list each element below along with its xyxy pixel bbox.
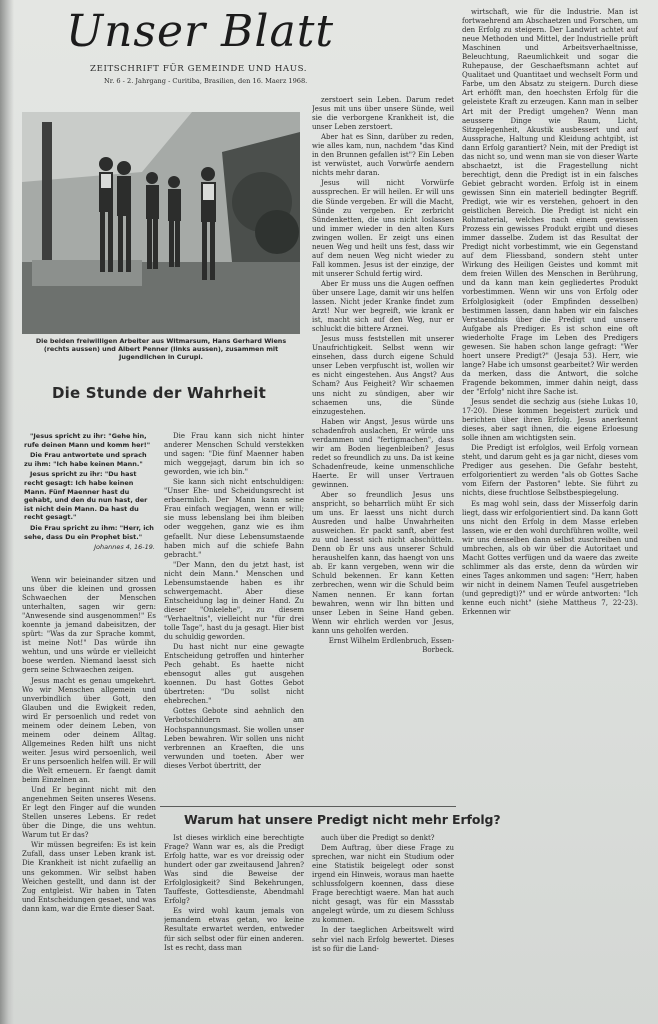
paragraph: Jesus will nicht Vorwürfe aussprechen. Er will heilen. Er will uns die Sünde vergeben. Er will die Macht, Sünde zu vergeben. Er zerbricht Sündenketten, die uns nicht loslassen und immer wieder in den alten Kurs zwingen wollen. Er zeigt uns einen neuen Weg und heilt uns fest, dass wir auf dem neuen Weg nicht wieder zu Fall kommen. Jesus ist der einzige, der mit unserer Schuld fertig wird.: [312, 179, 454, 278]
paragraph: Es wird wohl kaum jemals von jemandem etwas getan, wo keine Resultate erwartet werden, entweder für sich selbst oder für einen anderen. Ist es recht, dass man: [164, 907, 304, 952]
paragraph: Jesus muss feststellen mit unserer Unaufrichtigkeit. Selbst wenn wir einsehen, dass durch eigene Schuld unser Leben verpfuscht ist, wollen wir es nicht eingestehen. Aus Angst? Aus Scham? Aus Feigheit? Wir schaemen uns nicht zu sündigen, aber wir schaemen uns, die Sünde einzugestehen.: [312, 335, 454, 416]
photo-illustration: [22, 112, 300, 334]
paragraph: Die Predigt ist erfolglos, weil Erfolg vornean steht, und darum geht es ja gar nicht, dieses vom Prediger aus gesehen. Die Gefahr besteht, erfolgorientiert zu werden "als ob Gottes Sache vom Eifern der Pastoren" lebte. Sie führt zu nichts, diese fruchtlose Selbstbespiegelung.: [462, 444, 638, 498]
article2-headline: Warum hat unsere Predigt nicht mehr Erfolg?: [184, 812, 501, 827]
paragraph: Ist dieses wirklich eine berechtigte Frage? Wann war es, als die Predigt Erfolg hatte, war es vor dreissig oder hundert oder gar zweitausend Jahren? Was sind die Beweise der Erfolglosigkeit? Sind Bekehrungen, Tauffeste, Gottesdienste, Abendmahl Erfolg?: [164, 834, 304, 906]
paragraph: Dem Auftrag, über diese Frage zu sprechen, war nicht ein Studium oder eine Statistik beigelegt oder sonst irgend ein Hinweis, woraus man haette schlussfolgern koennen, dass diese Frage berechtigt waere. Man hat auch nicht gesagt, was für ein Massstab angelegt würde, um zu diesem Schluss zu kommen.: [312, 844, 454, 925]
paragraph: wirtschaft, wie für die Industrie. Man ist fortwaehrend am Abschaetzen und Forschen, um den Erfolg zu steigern. Der Landwirt achtet auf neue Methoden und Mittel, der Industrielle prüft Maschinen und Arbeitsverhaeltnisse, Beleuchtung, Raeumlichkeit und sogar die Ruhepause, der Geschaeftsmann achtet auf Qualitaet und Quantitaet und wechselt Form und Farbe, um den Absatz zu steigern. Durch diese Art erhöfft man, den hoechsten Erfolg für die geleistete Kraft zu erzeugen. Kann man in selber Art mit der Predigt umgehen? Wenn man aeussere Dinge wie Raum, Licht, Sitzgelegenheit, Akustik ausbessert und auf Aussprache, Haltung und Kleidung achtgibt, ist dann Erfolg garantiert? Nein, mit der Predigt ist das nicht so, und wenn man sie von dieser Warte abschaetzt, ist die Fragestellung nicht berechtigt, denn die Predigt ist in ein falsches Gebiet gebracht worden. Erfolg ist in einem gewissen Sinn ein materiell bedingter Begriff. Predigt, wie wir es verstehen, gehoert in den geistlichen Bereich. Die Predigt ist nicht ein Rohmaterial, welches nach einem gewissen Prozess ein gewisses Produkt ergibt und dieses immer dasselbe. Zudem ist das Resultat der Predigt nicht vorbestimmt, wie ein Gegenstand auf dem Fliessband, sondern steht unter Wirkung des Heiligen Geistes und kommt mit dem freien Willen des Menschen in Berührung, und da kann man kein gegliedertes Produkt vorbestimmen. Wenn wir uns von Erfolg oder Erfolglosigkeit (oder Empfinden desselben) bestimmen lassen, dann haben wir ein falsches Verstaendnis über die Predigt und unsere Aufgabe als Prediger. Es ist schon eine oft wiederholte Frage im Leben des Predigers gewesen. Sie haben schon lange gefragt: "Wer hoert unsere Predigt?" (Jesaja 53). Herr, wie lange? Habe ich umsonst gearbeitet? Wir werden da merken, dass die Antwort, die solche Fragende bekommen, immer dahin neigt, dass der "Erfolg" nicht ihre Sache ist.: [462, 8, 638, 396]
bible-quote: [24, 432, 155, 552]
article-column-2: [164, 432, 304, 800]
paragraph: Du hast nicht nur eine gewagte Entscheidung getroffen und hinterher Pech gehabt. Es haette nicht ebensogut alles gut ausgehen koennen. Du hast Gottes Gebot übertreten: "Du sollst nicht ehebrechen.": [164, 643, 304, 706]
paragraph: Aber hat es Sinn, darüber zu reden, wie alles kam, nun, nachdem "das Kind in den Brunnen gefallen ist"? Ein Leben ist verwüstet, auch Vorwürfe aendern nichts mehr daran.: [312, 133, 454, 178]
photo: [22, 112, 300, 334]
issue-line: Nr. 6 - 2. Jahrgang - Curitiba, Brasilien, den 16. Maerz 1968.: [104, 77, 308, 85]
photo-caption: Die beiden freiwilligen Arbeiter aus Witmarsum, Hans Gerhard Wiens (rechts aussen) und Albert Penner (links aussen), zusammen mit Jugendlichen in Curupi.: [35, 337, 287, 361]
article2-column-b: [312, 834, 454, 998]
article-signature: Ernst Wilhelm Erdlenbruch, Essen-Borbeck.: [328, 636, 454, 654]
article2-column-c: [462, 8, 638, 1012]
paragraph: Haben wir Angst, Jesus würde uns schadenfroh auslachen, Er würde uns verdammen und "fertigmachen", dass wir am Boden liegenbleiben? Jesus redet so freundlich zu uns. Da ist keine Schadenfreude, keine unmenschliche Haerte. Er will unser Vertrauen gewinnen.: [312, 417, 454, 489]
paragraph: In der taeglichen Arbeitswelt wird sehr viel nach Erfolg bewertet. Dieses ist so für die Land-: [312, 926, 454, 953]
divider-rule: [160, 806, 456, 807]
paragraph: Wenn wir beieinander sitzen und uns über die kleinen und grossen Schwaechen der Menschen unterhalten, sagen wir gern: "Anwesende sind ausgenommen!" Es koennte ja jemand dabeisitzen, der spürt: "Was da zur Sprache kommt, ist meine Not!" Das würde ihn wehtun, und uns würde er vielleicht boese werden. Niemand laesst sich gern seine Schwaechen zeigen.: [22, 576, 156, 675]
paragraph: Es mag wohl sein, dass der Misserfolg darin liegt, dass wir erfolgorientiert sind. Da kann Gott uns nicht den Erfolg in dem Masse erleben lassen, wie er den wohl durchführen wollte, weil wir uns denselben dann selbst zuschreiben und umbrechen, als ob wir über die Autoritaet und Macht Gottes verfügen und da waere das zweite schlimmer als das erste, denn da würden wir eines Tages ankommen und sagen: "Herr, haben wir nicht in deinem Namen Teufel ausgetrieben (und gepredigt)?" und er würde antworten: "Ich kenne euch nicht" (siehe Mattheus 7, 22-23). Erkennen wir: [462, 499, 638, 617]
quote-paragraph: Die Frau spricht zu ihm: "Herr, ich sehe, dass Du ein Prophet bist.": [24, 523, 154, 541]
paragraph: "Der Mann, den du jetzt hast, ist nicht dein Mann." Menschen und Lebensumstaende haben es ihr schwergemacht. Aber diese Entscheidung lag in deiner Hand. Zu dieser "Onkelehe", zu diesem "Verhaeltnis", vielleicht nur "für drei tolle Tage", hast du ja gesagt. Hier bist du schuldig geworden.: [164, 560, 304, 642]
paragraph: Sie kann sich nicht entschuldigen: "Unser Ehe- und Scheidungsrecht ist erbaermlich. Der Mann kann seine Frau einfach wegjagen, wenn er will; sie muss lebenslang bei ihm bleiben oder weggehen, ganz wie es ihm gefaellt. Nur diese Lebensumstaende haben mich auf die schiefe Bahn gebracht.": [164, 478, 304, 559]
masthead: [60, 6, 350, 88]
quote-paragraph: Jesus spricht zu ihr: "Du hast recht gesagt: Ich habe keinen Mann. Fünf Maenner hast du gehabt, und den du nun hast, der ist nicht dein Mann. Da hast du recht gesagt.": [24, 470, 148, 522]
paragraph: auch über die Predigt so denkt?: [321, 834, 435, 842]
paragraph: zerstoert sein Leben. Darum redet Jesus mit uns über unsere Sünde, weil sie die verborgene Krankheit ist, die unser Leben zerstoert.: [312, 96, 454, 132]
article-column-3: [312, 96, 454, 804]
paragraph: Jesus sendet die sechzig aus (siehe Lukas 10, 17-20). Diese kommen begeistert zurück und berichten über ihren Erfolg. Jesus anerkennt dieses, aber sagt ihnen, die eigene Erloesung solle ihnen am wichtigsten sein.: [462, 398, 638, 443]
paragraph: Aber so freundlich Jesus uns anspricht, so beharrlich müht Er sich um uns. Er laesst uns nicht durch Ausreden und halbe Unwahrheiten ausweichen. Er packt sanft, aber fest zu und laesst sich nicht abschütteln. Denn ob Er uns aus unserer Schuld heraushelfen kann, das haengt von uns ab. Er kann vergeben, wenn wir die Schuld bekennen. Er kann Ketten zerbrechen, wenn wir die Schuld beim Namen nennen. Er kann fortan bewahren, wenn wir Ihn bitten und unser Leben in Seine Hand geben. Wenn wir ehrlich werden vor Jesus, kann uns geholfen werden.: [312, 491, 454, 635]
paragraph: Und Er beginnt nicht mit den angenehmen Seiten unseres Wesens. Er legt den Finger auf die wunden Stellen unseres Lebens. Er redet über die Dinge, die uns wehtun. Warum tut Er das?: [22, 786, 156, 840]
paragraph: Wir müssen begreifen: Es ist kein Zufall, dass unser Leben krank ist. Die Krankheit ist nicht zufaellig an uns gekommen. Wir selbst haben Weichen gestellt, und dann ist der Zug entgleist. Wir haben in Taten und Entscheidungen gesaet, und was dann kam, war die Ernte dieser Saat.: [22, 841, 156, 913]
paragraph: Die Frau kann sich nicht hinter anderer Menschen Schuld verstekken und sagen: "Die fünf Maenner haben mich weggejagt, darum bin ich so geworden, wie ich bin.": [164, 432, 304, 477]
quote-paragraph: Die Frau antwortete und sprach zu ihm: "Ich habe keinen Mann.": [24, 451, 147, 468]
paragraph: Gottes Gebote sind aehnlich den Verbotschildern am Hochspannungsmast. Sie wollen unser Leben bewahren. Wir sollen uns nicht verbrennen an Kraeften, die uns verwunden und toeten. Aber wer dieses Verbot übertritt, der: [164, 707, 304, 770]
masthead-title: Unser Blatt: [66, 6, 335, 57]
paragraph: Jesus macht es genau umgekehrt. Wo wir Menschen allgemein und unverbindlich über Gott, den Glauben und die Ewigkeit reden, wird Er persoenlich und redet von meinem oder deinem Leben, von meinem oder deinem Alltag. Allgemeines Reden hilft uns nicht weiter. Jesus wird persoenlich, weil Er uns persoenlich helfen will. Er will die Welt erneuern. Er faengt damit beim Einzelnen an.: [22, 676, 156, 785]
paragraph: Aber Er muss uns die Augen oeffnen über unsere Lage, damit wir uns helfen lassen. Nicht jeder Kranke findet zum Arzt! Nur wer begreift, wie krank er ist, macht sich auf den Weg, nur er schluckt die bittere Arznei.: [312, 279, 454, 334]
masthead-subtitle: ZEITSCHRIFT FÜR GEMEINDE UND HAUS.: [90, 64, 308, 74]
quote-reference: Johannes 4, 16-19.: [94, 543, 155, 552]
article2-column-a: [164, 834, 304, 998]
article-column-1: [22, 576, 156, 988]
page-fold-shadow: [0, 0, 14, 1024]
quote-paragraph: "Jesus spricht zu ihr: "Gehe hin, rufe deinen Mann und komm her!": [24, 432, 151, 449]
article-headline: Die Stunde der Wahrheit: [52, 384, 266, 402]
